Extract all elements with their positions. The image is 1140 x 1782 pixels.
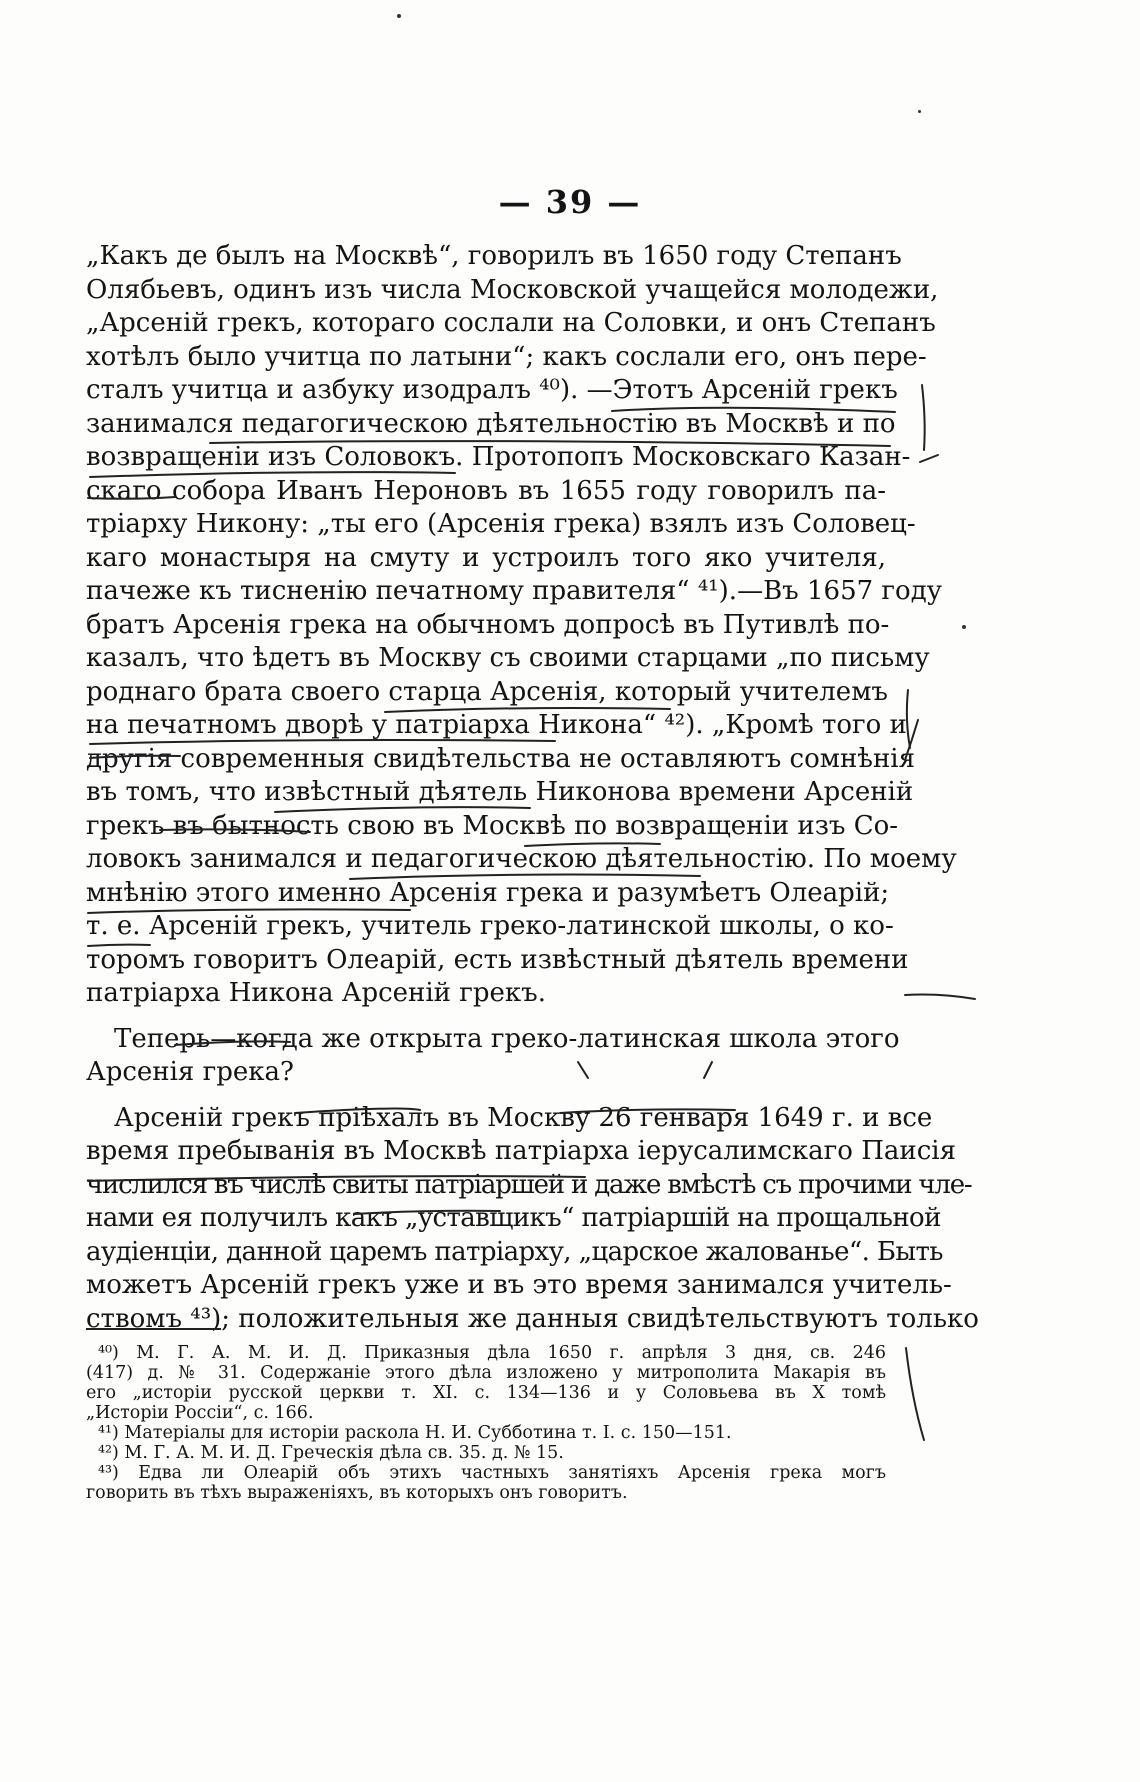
text-line: каго монастыря на смуту и устроилъ того яко учителя, [86,542,886,573]
margin-mark [922,385,925,450]
text-line: „Какъ де былъ на Москвѣ“, говорилъ въ 1650 году Степанъ [86,241,902,271]
text-line: мнѣнію этого именно Арсенія грека и разумѣетъ Олеарій; [86,877,890,908]
footnote-line: ⁴⁰) М. Г. А. М. И. Д. Приказныя дѣла 1650 г. апрѣля 3 дня, св. 246 [98,1343,886,1363]
margin-mark [907,690,910,748]
margin-mark [920,455,938,462]
text-line: нами ея получилъ какъ „уставщикъ“ патріаршій на прощальной [86,1203,941,1233]
text-line: можетъ Арсеній грекъ уже и въ это время занимался учитель- [86,1270,952,1300]
margin-mark [905,995,975,1000]
paper-speck [397,14,401,18]
text-line: Олябьевъ, одинъ изъ числа Московской учащейся молодежи, [86,274,939,305]
text-line: пачеже къ тисненію печатному правителя“ ⁴¹).—Въ 1657 году [86,576,942,606]
body-text [86,240,979,1336]
text-line: Арсеній грекъ пріѣхалъ въ Москву 26 генваря 1649 г. и все [114,1102,933,1133]
text-line: Теперь—когда же открыта греко-латинская школа этого [114,1023,900,1054]
text-line: грекъ въ бытность свою въ Москвѣ по возвращеніи изъ Со- [86,810,899,841]
text-line: въ томъ, что извѣстный дѣятель Никонова времени Арсеній [86,777,914,807]
footnote-line: „Исторіи Россіи“, с. 166. [86,1403,314,1423]
text-line: роднаго брата своего старца Арсенія, который учителемъ [86,676,888,707]
paper-speck [918,110,921,113]
text-line: Арсенія грека? [86,1057,294,1087]
text-line: торомъ говоритъ Олеарій, есть извѣстный дѣятель времени [86,944,909,975]
text-line: возвращеніи изъ Соловокъ. Протопопъ Московскаго Казан- [86,442,911,472]
footnote-line: ⁴¹) Матеріалы для исторіи раскола Н. И. Субботина т. I. с. 150—151. [98,1423,732,1443]
text-line: другія современныя свидѣтельства не оставляютъ сомнѣнія [86,743,916,774]
footnote-line: говорить въ тѣхъ выраженіяхъ, въ которыхъ онъ говоритъ. [86,1483,628,1503]
footnote-line: ⁴³) Едва ли Олеарій объ этихъ частныхъ занятіяхъ Арсенія грека могъ [98,1463,886,1483]
text-line: хотѣлъ было учитца по латыни“; какъ сослали его, онъ пере- [86,341,927,372]
text-line: на печатномъ дворѣ у патріарха Никона“ ⁴²). „Кромѣ того и [86,710,907,740]
text-line: занимался педагогическою дѣятельностію въ Москвѣ и по [86,408,896,439]
paper-speck [962,625,966,629]
text-line: тріарху Никону: „ты его (Арсенія грека) взялъ изъ Соловец- [86,509,916,539]
text-line: ствомъ ⁴³); положительныя же данныя свидѣтельствуютъ только [86,1303,979,1334]
footnote-line: (417) д. № 31. Содержаніе этого дѣла изложено у митрополита Макарія въ [86,1363,886,1383]
text-line: „Арсеній грекъ, котораго сослали на Соловки, и онъ Степанъ [86,308,936,338]
text-line: время пребыванія въ Москвѣ патріарха іерусалимскаго Паисія [86,1136,956,1166]
text-line: т. е. Арсеній грекъ, учитель греко-латинской школы, о ко- [86,911,894,941]
text-line: ловокъ занимался и педагогическою дѣятельностію. По моему [86,844,957,874]
footnotes [86,1343,886,1503]
text-line: казалъ, что ѣдетъ въ Москву съ своими старцами „по письму [86,643,930,673]
page-number: — 39 — [498,183,642,221]
footnote-divider [86,1328,221,1330]
text-line: аудіенціи, данной царемъ патріарху, „царское жалованье“. Быть [86,1236,943,1267]
margin-mark [906,1348,924,1440]
text-line: скаго собора Иванъ Нероновъ въ 1655 году говорилъ па- [86,475,886,506]
footnote-line: ⁴²) М. Г. А. М. И. Д. Греческія дѣла св. 35. д. № 15. [98,1443,564,1463]
text-line: сталъ учитца и азбуку изодралъ ⁴⁰). —Этотъ Арсеній грекъ [86,375,898,405]
footnote-line: его „исторіи русской церкви т. XI. с. 134—136 и у Соловьева въ X томѣ [86,1383,886,1403]
text-line: патріарха Никона Арсеній грекъ. [86,978,546,1008]
text-line: братъ Арсенія грека на обычномъ допросѣ въ Путивлѣ по- [86,609,890,640]
text-line: числился въ числѣ свиты патріаршей и даже вмѣстѣ съ прочими чле- [86,1169,972,1200]
